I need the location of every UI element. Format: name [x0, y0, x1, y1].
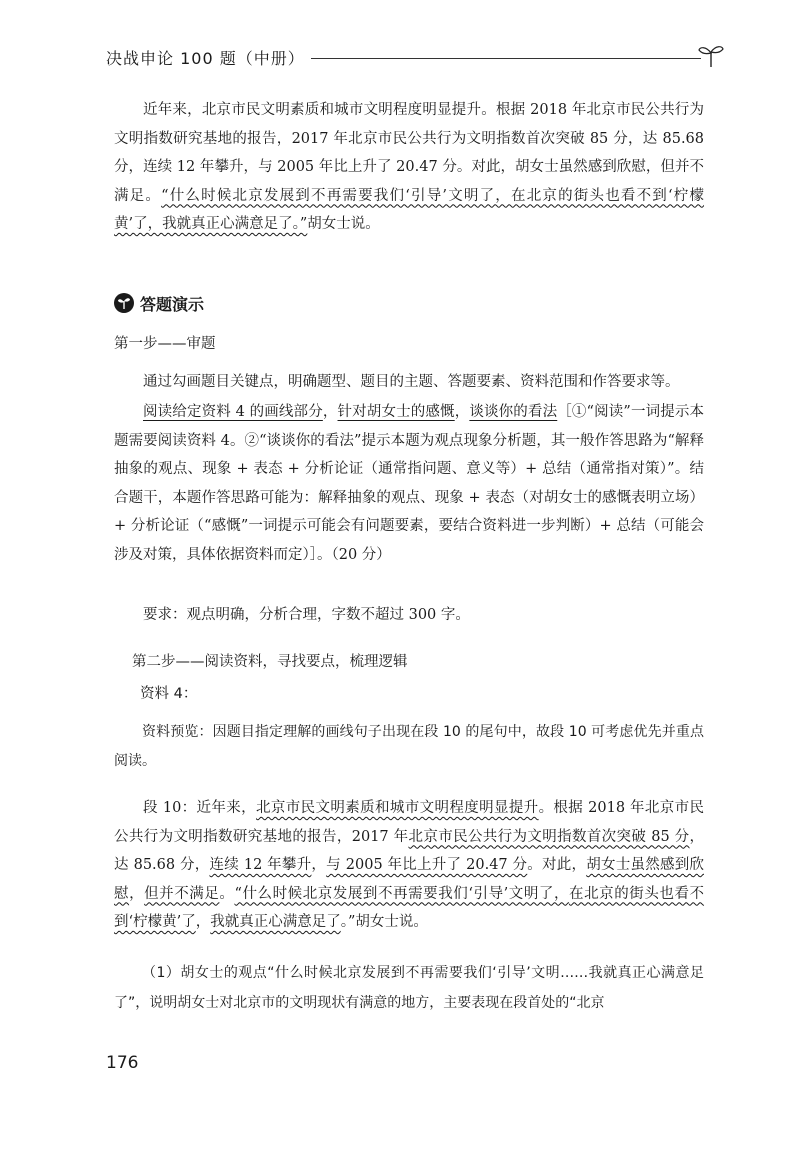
- p10-k: ，: [129, 885, 145, 902]
- page-number: 176: [106, 1053, 139, 1073]
- question-comma-2: ，: [454, 404, 470, 420]
- question-paragraph: [114, 398, 704, 569]
- question-part-2: 针对胡女士的感慨: [337, 404, 455, 420]
- question-part-1: 阅读给定资料 4 的画线部分: [143, 404, 323, 420]
- p10-m: 。: [219, 885, 235, 902]
- intro-paragraph: [114, 96, 704, 239]
- p10-e: ，达 85.68 分，: [114, 828, 705, 873]
- question-part-3: 谈谈你的看法: [469, 404, 558, 420]
- question-comma-1: ，: [322, 404, 338, 420]
- paragraph-10: [114, 794, 704, 937]
- intro-text: 近年来，北京市民文明素质和城市文明程度明显提升。根据 2018 年北京市民公共行为文明指数研究基地的报告，2017 年北京市民公共行为文明指数首次突破 85 分，达 85.68 分，连续 12 年攀升，与 2005 年比上升了 20.47 分。对此，胡女士虽然感到欣慰，但并不满足。: [114, 102, 704, 204]
- p10-c: 。根据 2018 年北京市民公共行为文明指数研究基地的报告，2017 年: [114, 800, 705, 845]
- step2-title: 第二步——阅读资料，寻找要点，梳理逻辑: [132, 654, 408, 670]
- p10-underline-1: 北京市民文明素质和城市文明程度明显提升: [256, 800, 539, 816]
- p10-underline-7: “什么时候北京发展到不再需要我们‘引导’文明了，: [234, 885, 570, 902]
- step1-intro: 通过勾画题目关键点，明确题型、题目的主题、答题要素、资料范围和作答要求等。: [143, 374, 680, 390]
- header-title: 决战申论 100 题（中册）: [106, 49, 305, 68]
- p10-underline-8: 在北京的街头也看不到‘柠檬黄’了: [114, 885, 705, 930]
- p10-i: 。对此，: [527, 857, 587, 873]
- p10-underline-9: 我就真正心满意足了: [210, 914, 341, 930]
- p10-underline-3: 连续 12 年攀升: [209, 857, 312, 873]
- intro-end: 胡女士说。: [307, 216, 380, 232]
- p10-r: 。”胡女士说。: [340, 914, 428, 930]
- step1-title: 第一步——审题: [114, 336, 216, 352]
- p10-p: ，: [195, 914, 211, 930]
- intro-quote: “什么时候北京发展到不再需要我们‘引导’文明了，在北京的街头也看不到‘柠檬黄’了，我就真正心满意足了。”: [114, 187, 705, 232]
- running-header: [106, 42, 726, 72]
- p10-underline-5: 胡女士虽然感到欣慰: [114, 857, 704, 902]
- analysis-paragraph: （1）胡女士的观点“什么时候北京发展到不再需要我们‘引导’文明……我就真正心满意足了”，说明胡女士对北京市的文明现状有满意的地方，主要表现在段首处的“北京: [114, 965, 704, 1011]
- section-title-text: 答题演示: [140, 294, 205, 314]
- material-preview: 资料预览：因题目指定理解的画线句子出现在段 10 的尾句中，故段 10 可考虑优先并重点阅读。: [114, 724, 704, 769]
- sprout-icon: [696, 42, 726, 68]
- question-analysis: ［①“阅读”一词提示本题需要阅读资料 4。②“谈谈你的看法”提示本题为观点现象分析题，其一般作答思路为“解释抽象的观点、现象 + 表态 + 分析论证（通常指问题、意义等）+ 总结（通常指对策）”。结合题干，本题作答思路可能为：解释抽象的观点、现象 + 表态（对胡女士的感慨表明立场）+ 分析论证（“感慨”一词提示可能会有问题要素，要结合资料进一步判断）+ 总结（可能会涉及对策，具体依据资料而定）］。（20 分）: [114, 404, 705, 563]
- leaf-badge-icon: [114, 293, 134, 313]
- header-rule: [311, 58, 701, 59]
- p10-underline-4: 与 2005 年比上升了 20.47 分: [326, 857, 528, 873]
- section-heading: [114, 290, 204, 316]
- p10-a: 段 10：近年来，: [143, 800, 257, 816]
- p10-underline-2: 北京市民公共行为文明指数首次突破 85 分: [408, 828, 690, 845]
- p10-underline-6: 但并不满足: [144, 885, 220, 902]
- p10-g: ，: [311, 857, 327, 873]
- material-label: 资料 4：: [140, 686, 198, 702]
- step1-requirement: 要求：观点明确，分析合理，字数不超过 300 字。: [143, 607, 470, 623]
